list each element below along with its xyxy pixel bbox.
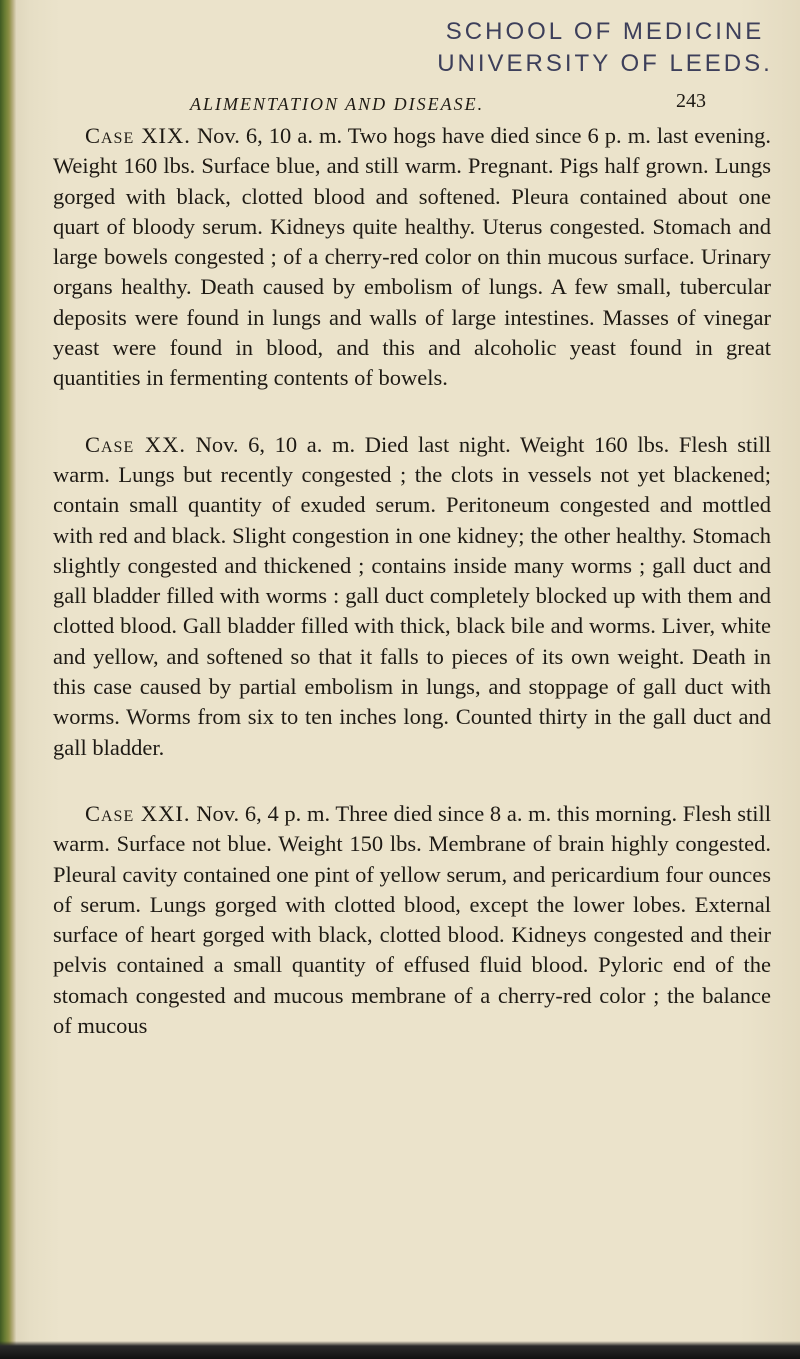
case-paragraph — [53, 121, 771, 394]
case-label: Case XXI. — [85, 800, 191, 826]
case-text: Nov. 6, 4 p. m. Three died since 8 a. m. this morning. Flesh still warm. Surface not blue. Weight 150 lbs. Membrane of brain highly congested. Pleural cavity contained one pint of yellow serum, and pericardium four ounces of serum. Lungs gorged with clotted blood, except the lower lobes. External surface of heart gorged with black, clotted blood. Kidneys congested and their pelvis contained a small quantity of effused fluid blood. Pyloric end of the stomach congested and mucous membrane of a cherry-red color ; the balance of mucous — [53, 800, 771, 1039]
page-body — [53, 121, 771, 1041]
case-label: Case XX. — [85, 431, 186, 457]
page-number: 243 — [676, 90, 706, 112]
case-paragraph — [53, 430, 771, 763]
case-label: Case XIX. — [85, 123, 191, 148]
library-stamp-line-2: UNIVERSITY OF LEEDS. — [437, 50, 773, 77]
library-stamp-line-1: SCHOOL OF MEDICINE — [445, 18, 765, 45]
running-head: ALIMENTATION AND DISEASE. — [190, 94, 485, 114]
page-binding-edge — [0, 0, 16, 1359]
case-paragraph — [53, 799, 771, 1041]
case-text: Nov. 6, 10 a. m. Two hogs have died since 6 p. m. last evening. Weight 160 lbs. Surface blue, and still warm. Pregnant. Pigs half grown. Lungs gorged with black, clotted blood and softened. Pleura contained about one quart of bloody serum. Kidneys quite healthy. Uterus congested. Stomach and large bowels congested ; of a cherry-red color on thin mucous surface. Urinary organs healthy. Death caused by embolism of lungs. A few small, tubercular deposits were found in lungs and walls of large intestines. Masses of vinegar yeast were found in blood, and this and alcoholic yeast found in great quantities in fermenting contents of bowels. — [53, 123, 771, 391]
case-text: Nov. 6, 10 a. m. Died last night. Weight 160 lbs. Flesh still warm. Lungs but recently congested ; the clots in vessels not yet blackened; contain small quantity of exuded serum. Peritoneum congested and mottled with red and black. Slight congestion in one kidney; the other healthy. Stomach slightly congested and thickened ; contains inside many worms ; gall duct and gall bladder filled with worms : gall duct completely blocked up with them and clotted blood. Gall bladder filled with thick, black bile and worms. Liver, white and yellow, and softened so that it falls to pieces of its own weight. Death in this case caused by partial embolism in lungs, and stoppage of gall duct with worms. Worms from six to ten inches long. Counted thirty in the gall duct and gall bladder. — [53, 431, 772, 760]
page-bottom-edge — [0, 1341, 800, 1359]
